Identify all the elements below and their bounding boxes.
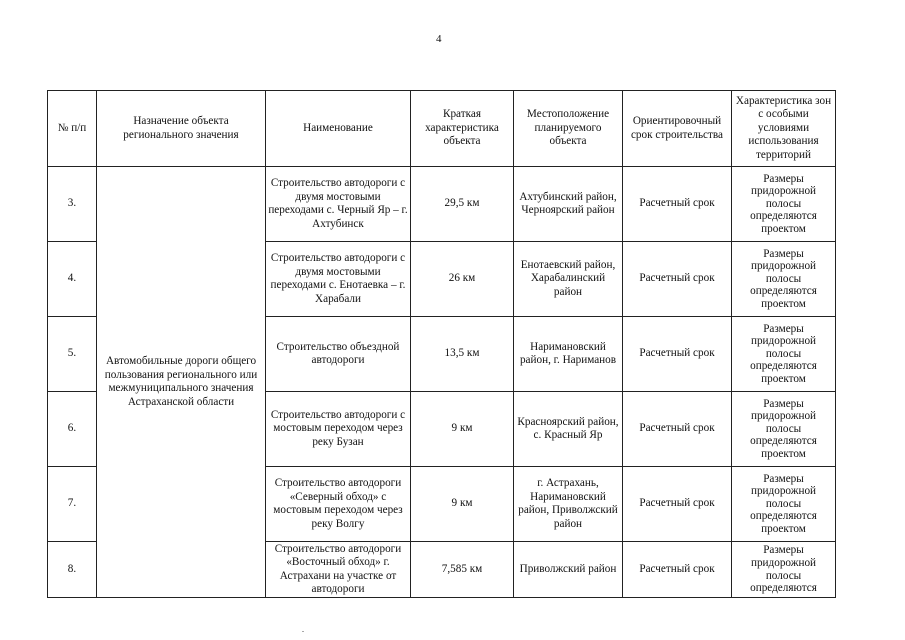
object-characteristic: 26 км	[411, 242, 514, 317]
object-term: Расчетный срок	[623, 392, 732, 467]
object-location: Наримановский район, г. Нариманов	[514, 317, 623, 392]
object-zone: Размеры придорожной полосы определяются проектом	[732, 467, 836, 542]
object-name: Строительство автодороги с двумя мостовыми переходами с. Черный Яр – г. Ахтубинск	[266, 167, 411, 242]
object-name: Строительство автодороги с двумя мостовыми переходами с. Енотаевка – г. Харабали	[266, 242, 411, 317]
object-term: Расчетный срок	[623, 467, 732, 542]
object-characteristic: 9 км	[411, 467, 514, 542]
object-term: Расчетный срок	[623, 317, 732, 392]
object-term: Расчетный срок	[623, 242, 732, 317]
object-zone: Размеры придорожной полосы определяются проектом	[732, 392, 836, 467]
object-name: Строительство автодороги с мостовым переходом через реку Бузан	[266, 392, 411, 467]
header-characteristic: Краткая характеристика объекта	[411, 91, 514, 167]
header-location: Местоположение планируемого объекта	[514, 91, 623, 167]
header-name: Наименование	[266, 91, 411, 167]
object-name: Строительство объездной автодороги	[266, 317, 411, 392]
table-row	[48, 167, 836, 242]
row-number: 6.	[48, 392, 97, 467]
object-characteristic: 29,5 км	[411, 167, 514, 242]
footer-mark: .	[302, 625, 304, 634]
header-term: Ориентировочный срок строительства	[623, 91, 732, 167]
object-term: Расчетный срок	[623, 167, 732, 242]
objects-table	[47, 90, 836, 598]
object-characteristic: 13,5 км	[411, 317, 514, 392]
row-number: 5.	[48, 317, 97, 392]
object-zone: Размеры придорожной полосы определяются проектом	[732, 317, 836, 392]
object-location: Енотаевский район, Харабалинский район	[514, 242, 623, 317]
object-zone: Размеры придорожной полосы определяются проектом	[732, 242, 836, 317]
object-zone: Размеры придорожной полосы определяются проектом	[732, 167, 836, 242]
table-header-row	[48, 91, 836, 167]
object-location: г. Астрахань, Наримановский район, Приволжский район	[514, 467, 623, 542]
page-number: 4	[436, 33, 442, 45]
row-number: 3.	[48, 167, 97, 242]
object-name: Строительство автодороги «Северный обход» с мостовым переходом через реку Волгу	[266, 467, 411, 542]
row-number: 7.	[48, 467, 97, 542]
purpose-merged-cell: Автомобильные дороги общего пользования регионального или межмуниципального значения Астраханской области	[97, 167, 266, 598]
object-name: Строительство автодороги «Восточный обход» г. Астрахани на участке от автодороги	[266, 542, 411, 598]
row-number: 4.	[48, 242, 97, 317]
object-location: Приволжский район	[514, 542, 623, 598]
object-location: Красноярский район, с. Красный Яр	[514, 392, 623, 467]
header-zone: Характеристика зон с особыми условиями использования территорий	[732, 91, 836, 167]
object-term: Расчетный срок	[623, 542, 732, 598]
row-number: 8.	[48, 542, 97, 598]
object-zone: Размеры придорожной полосы определяются	[732, 542, 836, 598]
object-characteristic: 9 км	[411, 392, 514, 467]
object-characteristic: 7,585 км	[411, 542, 514, 598]
header-num: № п/п	[48, 91, 97, 167]
object-location: Ахтубинский район, Черноярский район	[514, 167, 623, 242]
header-purpose: Назначение объекта регионального значения	[97, 91, 266, 167]
